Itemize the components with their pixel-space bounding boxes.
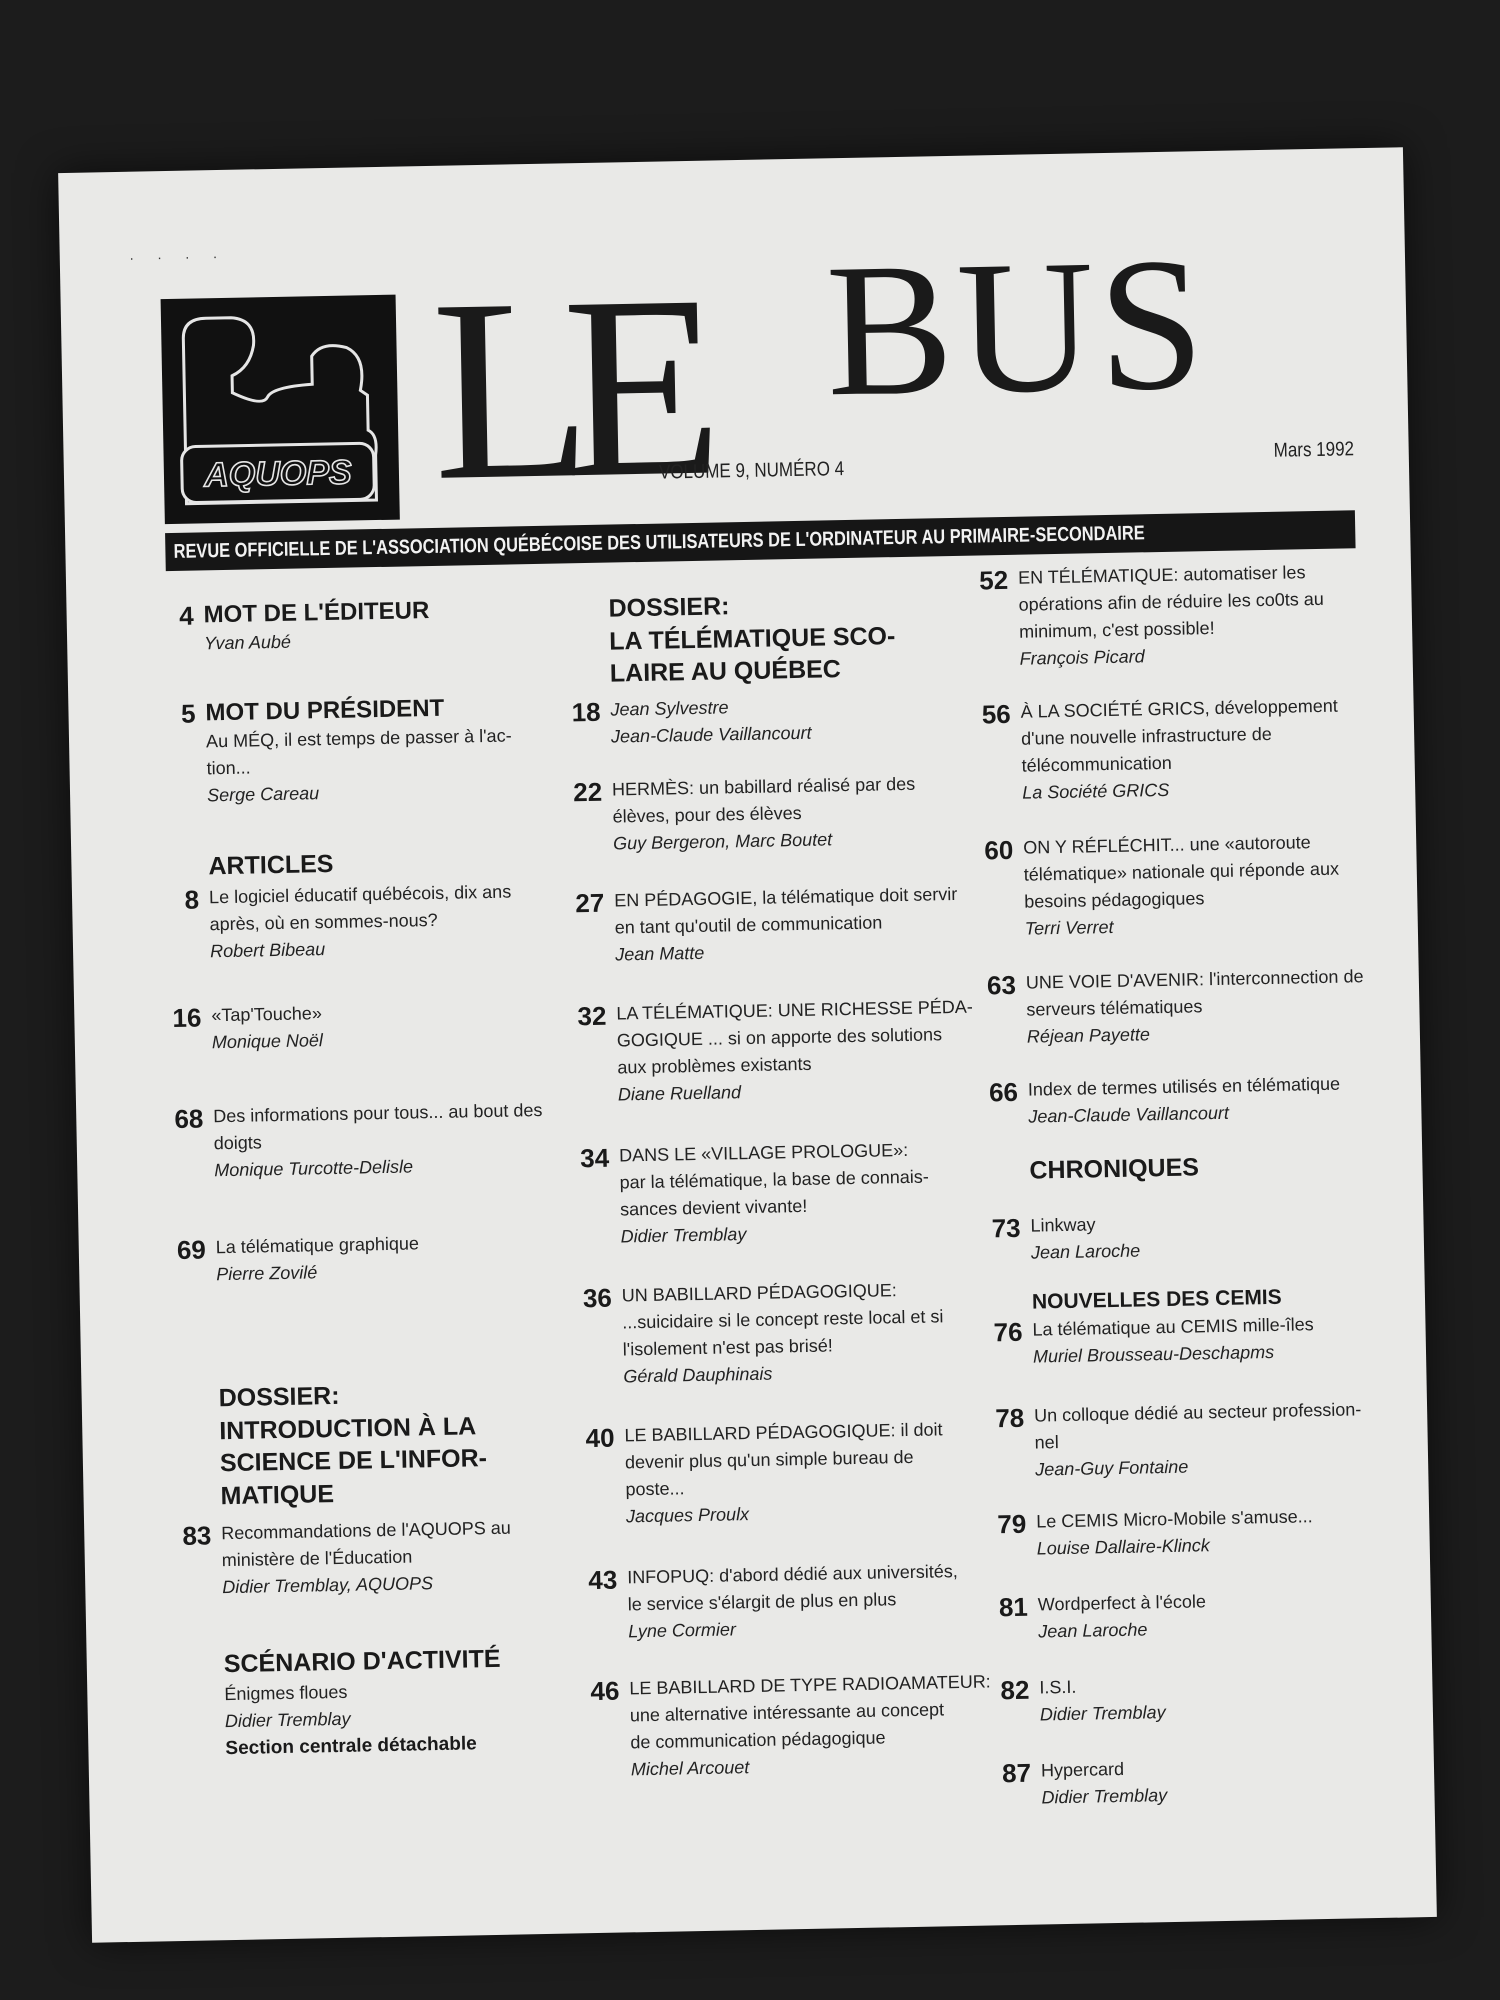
entry-author: La Société GRICS	[1022, 779, 1170, 803]
page-number: 68	[174, 1103, 204, 1135]
entry-author: Didier Tremblay	[620, 1224, 747, 1247]
toc-entry	[143, 691, 607, 811]
entry-desc: UN BABILLARD PÉDAGOGIQUE:	[621, 1280, 898, 1306]
dossier-heading: LAIRE AU QUÉBEC	[609, 655, 842, 688]
cemis-heading: NOUVELLES DES CEMIS	[1031, 1285, 1282, 1314]
toc-entry	[562, 1415, 1026, 1532]
entry-desc: élèves, pour des élèves	[612, 802, 802, 827]
entry-author: Jean-Claude Vaillancourt	[610, 722, 812, 747]
toc-entry	[159, 1513, 622, 1603]
entry-author: Jean Sylvestre	[610, 697, 729, 720]
entry-desc: Au MÉQ, il est temps de passer à l'ac-	[205, 725, 512, 752]
entry-desc: ministère de l'Éducation	[221, 1546, 413, 1571]
page-number: 82	[1000, 1674, 1030, 1706]
entry-desc: opérations afin de réduire les co0ts au	[1018, 588, 1324, 615]
entry-desc: HERMÈS: un babillard réalisé par des	[611, 773, 916, 800]
toc-entry	[554, 993, 1018, 1110]
page-number: 18	[571, 696, 601, 728]
entry-author: Terri Verret	[1024, 916, 1114, 939]
entry-desc: d'une nouvelle infrastructure de	[1020, 723, 1272, 749]
toc-entry	[958, 691, 1442, 808]
entry-desc: le service s'élargit de plus en plus	[627, 1589, 897, 1615]
entry-desc: ...suicidaire si le concept reste local et si	[622, 1306, 944, 1333]
entry-desc: Des informations pour tous... au bout des	[213, 1099, 543, 1127]
entry-desc: de communication pédagogique	[630, 1727, 886, 1753]
page-number: 4	[178, 600, 194, 631]
page-number: 32	[577, 1000, 607, 1032]
masthead-le: LE	[429, 241, 697, 535]
entry-desc: télécommunication	[1021, 752, 1172, 776]
page-number: 76	[993, 1316, 1023, 1348]
entry-author: Jean-Claude Vaillancourt	[1028, 1102, 1230, 1127]
toc-entry	[141, 593, 604, 659]
page-number: 43	[588, 1564, 618, 1596]
entry-desc: LE BABILLARD DE TYPE RADIOAMATEUR:	[629, 1671, 991, 1699]
entry-author: Yvan Aubé	[203, 631, 292, 654]
dossier-heading: DOSSIER:	[218, 1381, 340, 1413]
dossier-heading: MATIQUE	[220, 1479, 335, 1510]
toc-entry	[961, 827, 1445, 944]
page-number: 60	[984, 834, 1014, 866]
entry-author: Didier Tremblay	[224, 1708, 351, 1731]
entry-author: Guy Bergeron, Marc Boutet	[612, 829, 833, 854]
entry-desc: Linkway	[1030, 1214, 1096, 1236]
page-number: 81	[998, 1591, 1029, 1623]
page-number: 34	[579, 1142, 610, 1174]
entry-author: Serge Careau	[206, 783, 320, 806]
entry-desc: LA TÉLÉMATIQUE: UNE RICHESSE PÉDA-	[616, 996, 973, 1024]
page-number: 52	[978, 564, 1009, 596]
entry-desc: tion...	[206, 757, 251, 779]
toc-entry	[956, 557, 1440, 674]
entry-desc: Le CEMIS Micro-Mobile s'amuse...	[1036, 1506, 1313, 1532]
entry-desc: EN PÉDAGOGIE, la télématique doit servir	[614, 883, 958, 911]
issue-volume: VOLUME 9, NUMÉRO 4	[658, 458, 845, 484]
entry-author: François Picard	[1019, 646, 1145, 669]
entry-desc: devenir plus qu'un simple bureau de	[624, 1446, 914, 1473]
entry-desc: Index de termes utilisés en télématique	[1027, 1073, 1341, 1100]
entry-author: Diane Ruelland	[617, 1082, 742, 1105]
aquops-logo	[161, 295, 400, 524]
dossier-heading: INTRODUCTION À LA	[219, 1411, 477, 1445]
section-heading	[546, 585, 1010, 691]
toc-entry	[974, 1500, 1457, 1563]
entry-desc: minimum, c'est possible!	[1018, 617, 1215, 642]
toc-entry	[552, 880, 1015, 970]
entry-desc: doigts	[213, 1132, 263, 1154]
dossier-heading: DOSSIER:	[608, 592, 730, 623]
toc-entry	[557, 1135, 1021, 1252]
dust-specks: . . . .	[129, 244, 228, 263]
entry-author: Didier Tremblay, AQUOPS	[222, 1573, 434, 1598]
entry-desc: après, où en sommes-nous?	[209, 909, 438, 935]
entry-desc: DANS LE «VILLAGE PROLOGUE»:	[618, 1139, 909, 1166]
toc-entry	[972, 1395, 1455, 1485]
toc-entry	[970, 1309, 1453, 1372]
toc-entry	[550, 769, 1013, 859]
entry-desc: LE BABILLARD PÉDAGOGIQUE: il doit	[624, 1419, 943, 1446]
page-number: 79	[997, 1508, 1027, 1540]
entry-author: Jean Matte	[615, 942, 705, 965]
page-number: 87	[1001, 1757, 1032, 1789]
page-number: 5	[180, 698, 196, 729]
entry-desc: GOGIQUE ... si on apporte des solutions	[616, 1024, 943, 1051]
entry-author: Jean Laroche	[1038, 1619, 1148, 1642]
entry-author: Réjean Payette	[1026, 1024, 1151, 1047]
entry-desc: besoins pédagogiques	[1024, 888, 1205, 912]
entry-desc: par la télématique, la base de connais-	[619, 1166, 929, 1193]
detachable-note: Section centrale détachable	[225, 1732, 477, 1759]
entry-author: Michel Arcouet	[630, 1757, 750, 1780]
section-heading	[156, 1375, 620, 1514]
entry-desc: Recommandations de l'AQUOPS au	[221, 1517, 511, 1544]
entry-desc: La télématique graphique	[215, 1233, 420, 1258]
entry-desc: en tant qu'outil de communication	[614, 912, 883, 938]
toc-entry	[977, 1666, 1460, 1729]
entry-desc: À LA SOCIÉTÉ GRICS, développement	[1020, 695, 1338, 722]
entry-desc: Énigmes floues	[224, 1681, 348, 1704]
toc-entry	[565, 1557, 1028, 1647]
banner-text: REVUE OFFICIELLE DE L'ASSOCIATION QUÉBÉCOISE DES UTILISATEURS DE L'ORDINATEUR AU PRIMAIRE-SECONDAIRE	[173, 522, 1145, 563]
entry-desc: serveurs télématiques	[1026, 996, 1203, 1020]
toc-entry	[147, 877, 610, 967]
entry-desc: La télématique au CEMIS mille-îles	[1032, 1314, 1314, 1340]
toc-entry	[964, 962, 1447, 1052]
toc-entry	[966, 1069, 1449, 1132]
page-number: 8	[184, 884, 200, 915]
entry-desc: I.S.I.	[1039, 1676, 1077, 1698]
toc-entry	[149, 995, 612, 1058]
entry-author: Jean-Guy Fontaine	[1035, 1456, 1189, 1480]
entry-author: Lyne Cormier	[628, 1619, 737, 1642]
entry-desc: Hypercard	[1040, 1758, 1125, 1781]
entry-desc: «Tap'Touche»	[211, 1003, 323, 1026]
entry-desc: une alternative intéressante au concept	[629, 1699, 945, 1726]
chroniques-heading: CHRONIQUES	[1029, 1153, 1200, 1185]
entry-title: MOT DU PRÉSIDENT	[205, 694, 445, 727]
masthead-bus: BUS	[824, 219, 1210, 437]
entry-title: MOT DE L'ÉDITEUR	[203, 597, 430, 629]
entry-desc: EN TÉLÉMATIQUE: automatiser les	[1017, 562, 1306, 588]
entry-desc: l'isolement n'est pas brisé!	[622, 1335, 833, 1360]
toc-column-middle	[546, 586, 991, 1780]
toc-entry	[979, 1749, 1462, 1812]
entry-desc: sances devient vivante!	[619, 1195, 808, 1220]
toc-entry	[154, 1227, 617, 1290]
toc-entry	[976, 1583, 1459, 1646]
toc-entry	[151, 1096, 614, 1186]
toc-entry	[567, 1668, 1031, 1785]
entry-desc: Un colloque dédié au secteur profession-	[1033, 1399, 1362, 1426]
toc-entry	[968, 1205, 1451, 1268]
entry-author: Gérald Dauphinais	[623, 1363, 773, 1387]
page-number: 83	[182, 1520, 212, 1551]
page-number: 27	[575, 887, 605, 919]
scenario-heading: SCÉNARIO D'ACTIVITÉ	[223, 1644, 501, 1679]
entry-desc: INFOPUQ: d'abord dédié aux universités,	[627, 1561, 958, 1588]
entry-desc: poste...	[625, 1478, 685, 1500]
page-number: 46	[590, 1675, 620, 1707]
entry-author: Muriel Brousseau-Deschapms	[1032, 1341, 1275, 1367]
logo-figure-icon	[161, 295, 400, 524]
toc-entry	[560, 1275, 1024, 1392]
page-number: 63	[986, 969, 1017, 1001]
page-number: 56	[981, 698, 1011, 730]
issue-date: Mars 1992	[1273, 438, 1355, 462]
entry-desc: UNE VOIE D'AVENIR: l'interconnection de	[1025, 966, 1364, 993]
entry-desc: nel	[1034, 1432, 1059, 1453]
entry-author: Jean Laroche	[1030, 1240, 1141, 1263]
section-heading	[161, 1640, 625, 1764]
dossier-heading: LA TÉLÉMATIQUE SCO-	[608, 621, 896, 656]
page-number: 73	[991, 1212, 1021, 1244]
entry-author: Monique Turcotte-Delisle	[214, 1156, 414, 1181]
toc-column-left	[141, 594, 543, 1759]
page-number: 69	[176, 1234, 207, 1265]
entry-desc: aux problèmes existants	[617, 1053, 812, 1078]
entry-author: Robert Bibeau	[209, 939, 326, 962]
dossier-heading: SCIENCE DE L'INFOR-	[219, 1444, 488, 1478]
magazine-page	[58, 147, 1437, 1942]
toc-column-right	[956, 558, 1376, 1808]
entry-desc: Wordperfect à l'école	[1037, 1591, 1207, 1615]
toc-entry	[548, 689, 1011, 752]
entry-author: Louise Dallaire-Klinck	[1036, 1535, 1210, 1559]
section-heading	[967, 1147, 1450, 1189]
entry-desc: télématique» nationale qui réponde aux	[1023, 858, 1340, 885]
page-number: 78	[995, 1402, 1025, 1434]
page-number: 40	[585, 1422, 615, 1454]
logo-text: AQUOPS	[203, 453, 352, 495]
page-number: 36	[582, 1282, 613, 1314]
entry-desc: Le logiciel éducatif québécois, dix ans	[208, 881, 512, 908]
articles-heading: ARTICLES	[208, 849, 334, 881]
entry-author: Monique Noël	[211, 1030, 324, 1053]
page-number: 66	[988, 1076, 1019, 1108]
page-number: 22	[572, 776, 603, 808]
page-number: 16	[172, 1002, 202, 1034]
entry-author: Jacques Proulx	[625, 1504, 750, 1527]
entry-author: Didier Tremblay	[1041, 1785, 1168, 1808]
entry-author: Pierre Zovilé	[216, 1262, 318, 1285]
entry-desc: ON Y RÉFLÉCHIT... une «autoroute	[1023, 832, 1311, 858]
entry-author: Didier Tremblay	[1039, 1702, 1166, 1725]
